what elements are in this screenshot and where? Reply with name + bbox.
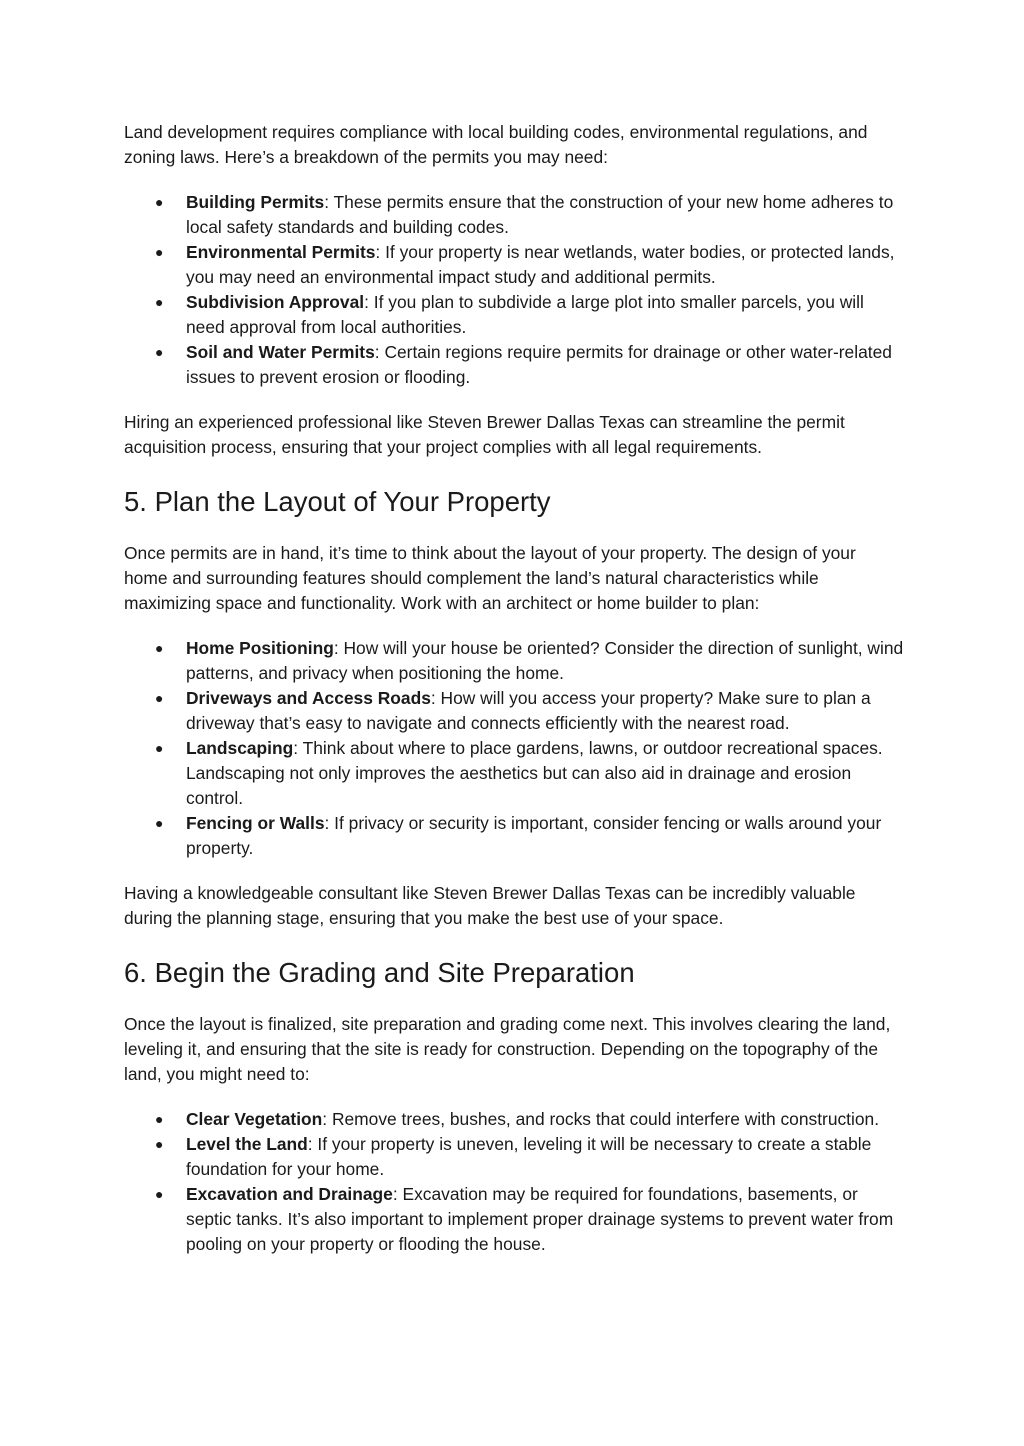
bullet-icon: ● (155, 344, 164, 360)
bullet-icon: ● (155, 690, 164, 706)
document-page (124, 120, 904, 1257)
list-item (124, 190, 904, 240)
bullet-term: Subdivision Approval (186, 292, 365, 312)
bullet-text: : If privacy or security is important, consider fencing or walls around your property. (186, 813, 882, 858)
bullet-text: : Certain regions require permits for drainage or other water-related issues to prevent erosion or flooding. (186, 342, 892, 387)
bullet-text: : Excavation may be required for foundations, basements, or septic tanks. It’s also important to implement proper drainage systems to prevent water from pooling on your property or flooding the house. (186, 1184, 894, 1254)
bullet-term: Soil and Water Permits (186, 342, 375, 362)
bullet-text: : These permits ensure that the construction of your new home adheres to local safety standards and building codes. (186, 192, 894, 237)
bullet-term: Fencing or Walls (186, 813, 325, 833)
bullet-term: Landscaping (186, 738, 294, 758)
list-item (124, 1107, 904, 1132)
list-item (124, 636, 904, 686)
bullet-icon: ● (155, 640, 164, 656)
bullet-icon: ● (155, 1136, 164, 1152)
section-5-paragraph: Once permits are in hand, it’s time to think about the layout of your property. The design of your home and surrounding features should complement the land’s natural characteristics while maximizing space and functionality. Work with an architect or home builder to plan: (124, 543, 856, 613)
section-5-heading: 5. Plan the Layout of Your Property (124, 486, 551, 517)
permits-list (124, 190, 904, 390)
bullet-icon: ● (155, 740, 164, 756)
bullet-term: Clear Vegetation (186, 1109, 323, 1129)
bullet-text: : Think about where to place gardens, lawns, or outdoor recreational spaces. Landscaping not only improves the aesthetics but can also aid in drainage and erosion control. (186, 738, 883, 808)
bullet-term: Excavation and Drainage (186, 1184, 393, 1204)
bullet-icon: ● (155, 1186, 164, 1202)
bullet-text: : How will your house be oriented? Consider the direction of sunlight, wind patterns, and privacy when positioning the home. (186, 638, 904, 683)
section-5-closing-paragraph: Having a knowledgeable consultant like Steven Brewer Dallas Texas can be incredibly valuable during the planning stage, ensuring that you make the best use of your space. (124, 883, 856, 928)
list-item (124, 240, 904, 290)
bullet-text: : If your property is near wetlands, water bodies, or protected lands, you may need an environmental impact study and additional permits. (186, 242, 895, 287)
bullet-text: : Remove trees, bushes, and rocks that could interfere with construction. (322, 1109, 880, 1129)
section-6-paragraph: Once the layout is finalized, site preparation and grading come next. This involves clearing the land, leveling it, and ensuring that the site is ready for construction. Depending on the topography of the land, you might need to: (124, 1014, 891, 1084)
bullet-term: Driveways and Access Roads (186, 688, 431, 708)
intro-closing-paragraph: Hiring an experienced professional like Steven Brewer Dallas Texas can streamline the permit acquisition process, ensuring that your project complies with all legal requirements. (124, 412, 845, 457)
grading-list (124, 1107, 904, 1257)
bullet-term: Home Positioning (186, 638, 334, 658)
bullet-icon: ● (155, 815, 164, 831)
list-item (124, 1182, 904, 1257)
layout-list (124, 636, 904, 861)
bullet-text: : How will you access your property? Make sure to plan a driveway that’s easy to navigate and connects efficiently with the nearest road. (186, 688, 871, 733)
bullet-term: Environmental Permits (186, 242, 376, 262)
bullet-term: Building Permits (186, 192, 325, 212)
section-6-heading: 6. Begin the Grading and Site Preparation (124, 957, 635, 988)
bullet-text: : If your property is uneven, leveling it will be necessary to create a stable foundation for your home. (186, 1134, 872, 1179)
bullet-term: Level the Land (186, 1134, 308, 1154)
bullet-icon: ● (155, 244, 164, 260)
list-item (124, 1132, 904, 1182)
intro-paragraph: Land development requires compliance with local building codes, environmental regulations, and zoning laws. Here’s a breakdown of the permits you may need: (124, 122, 868, 167)
bullet-icon: ● (155, 294, 164, 310)
list-item (124, 686, 904, 736)
bullet-icon: ● (155, 194, 164, 210)
list-item (124, 811, 904, 861)
list-item (124, 340, 904, 390)
bullet-icon: ● (155, 1111, 164, 1127)
bullet-text: : If you plan to subdivide a large plot into smaller parcels, you will need approval from local authorities. (186, 292, 864, 337)
list-item (124, 290, 904, 340)
list-item (124, 736, 904, 811)
